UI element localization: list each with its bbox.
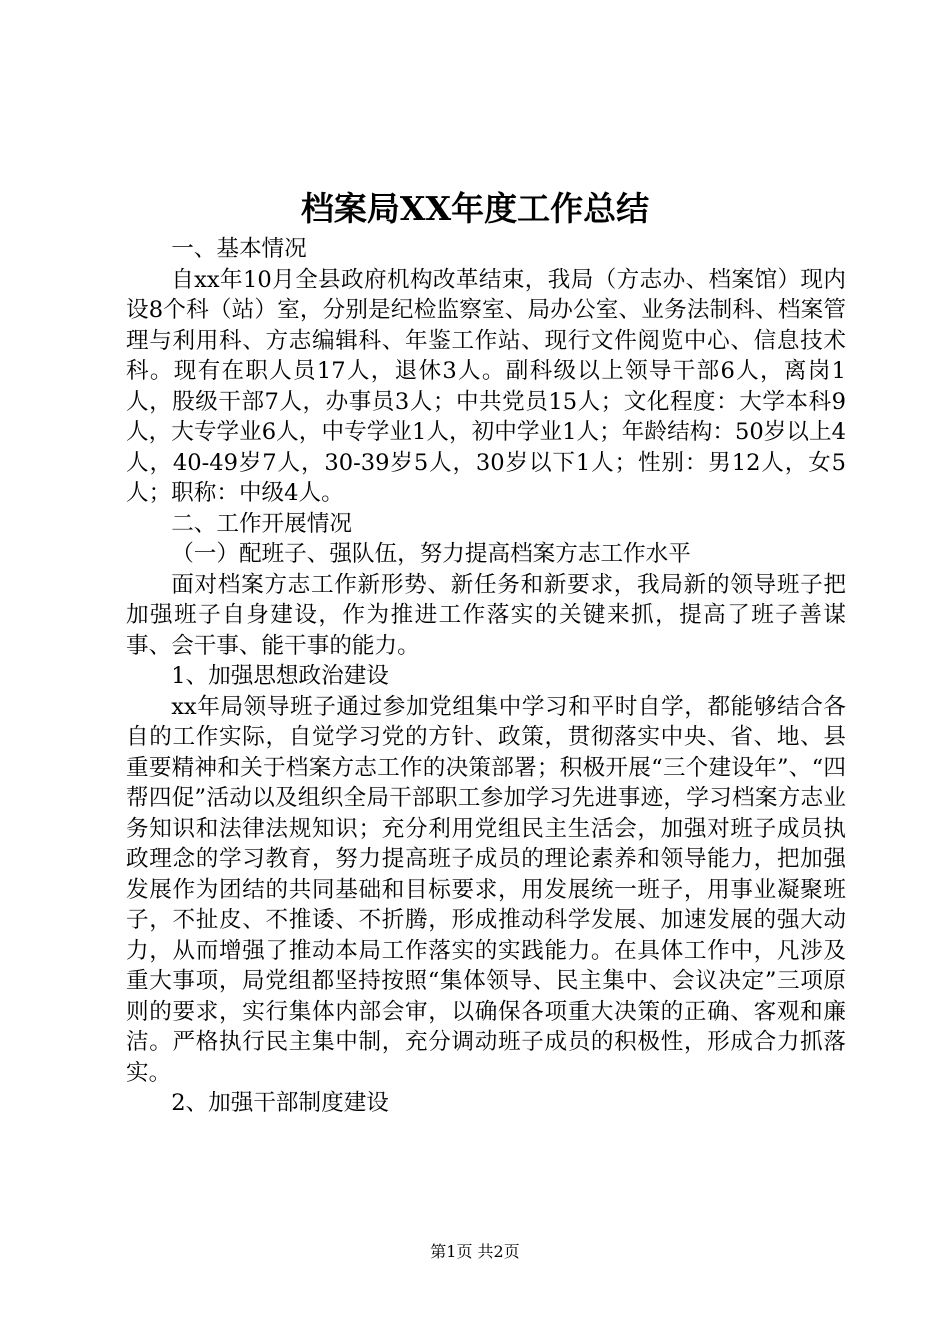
paragraph-basic-situation: 自xx年10月全县政府机构改革结束，我局（方志办、档案馆）现内设8个科（站）室，分别是纪检监察室、局办公室、业务法制科、档案管理与利用科、方志编辑科、年鉴工作站、现行文件阅览中心、信息技术科。现有在职人员17人，退休3人。副科级以上领导干部6人，离岗1人，股级干部7人，办事员3人；中共党员15人；文化程度：大学本科9人，大专学业6人，中专学业1人，初中学业1人；年龄结构：50岁以上4人，40-49岁7人，30-39岁5人，30岁以下1人；性别：男12人，女5人；职称：中级4人。 [126, 266, 846, 506]
document-body [126, 234, 846, 1119]
item-heading-political-construction: 1、加强思想政治建设 [171, 663, 389, 689]
section-heading-basic-situation: 一、基本情况 [171, 236, 307, 262]
document-title: 档案局XX年度工作总结 [300, 189, 650, 228]
subsection-heading-team-building: （一）配班子、强队伍，努力提高档案方志工作水平 [171, 541, 691, 567]
paragraph-political-construction: xx年局领导班子通过参加党组集中学习和平时自学，都能够结合各自的工作实际，自觉学习党的方针、政策，贯彻落实中央、省、地、县重要精神和关于档案方志工作的决策部署；积极开展“三个建设年”、“四帮四促”活动以及组织全局干部职工参加学习先进事迹，学习档案方志业务知识和法律法规知识；充分利用党组民主生活会，加强对班子成员执政理念的学习教育，努力提高班子成员的理论素养和领导能力，把加强发展作为团结的共同基础和目标要求，用发展统一班子，用事业凝聚班子，不扯皮、不推诿、不折腾，形成推动科学发展、加速发展的强大动力，从而增强了推动本局工作落实的实践能力。在具体工作中，凡涉及重大事项，局党组都坚持按照“集体领导、民主集中、会议决定”三项原则的要求，实行集体内部会审，以确保各项重大决策的正确、客观和廉洁。严格执行民主集中制，充分调动班子成员的积极性，形成合力抓落实。 [126, 693, 846, 1086]
page-number-footer: 第1页 共2页 [430, 1242, 520, 1261]
paragraph-team-building: 面对档案方志工作新形势、新任务和新要求，我局新的领导班子把加强班子自身建设，作为推进工作落实的关键来抓，提高了班子善谋事、会干事、能干事的能力。 [126, 571, 846, 659]
section-heading-work-progress: 二、工作开展情况 [171, 510, 352, 537]
item-heading-cadre-system: 2、加强干部制度建设 [171, 1090, 389, 1116]
